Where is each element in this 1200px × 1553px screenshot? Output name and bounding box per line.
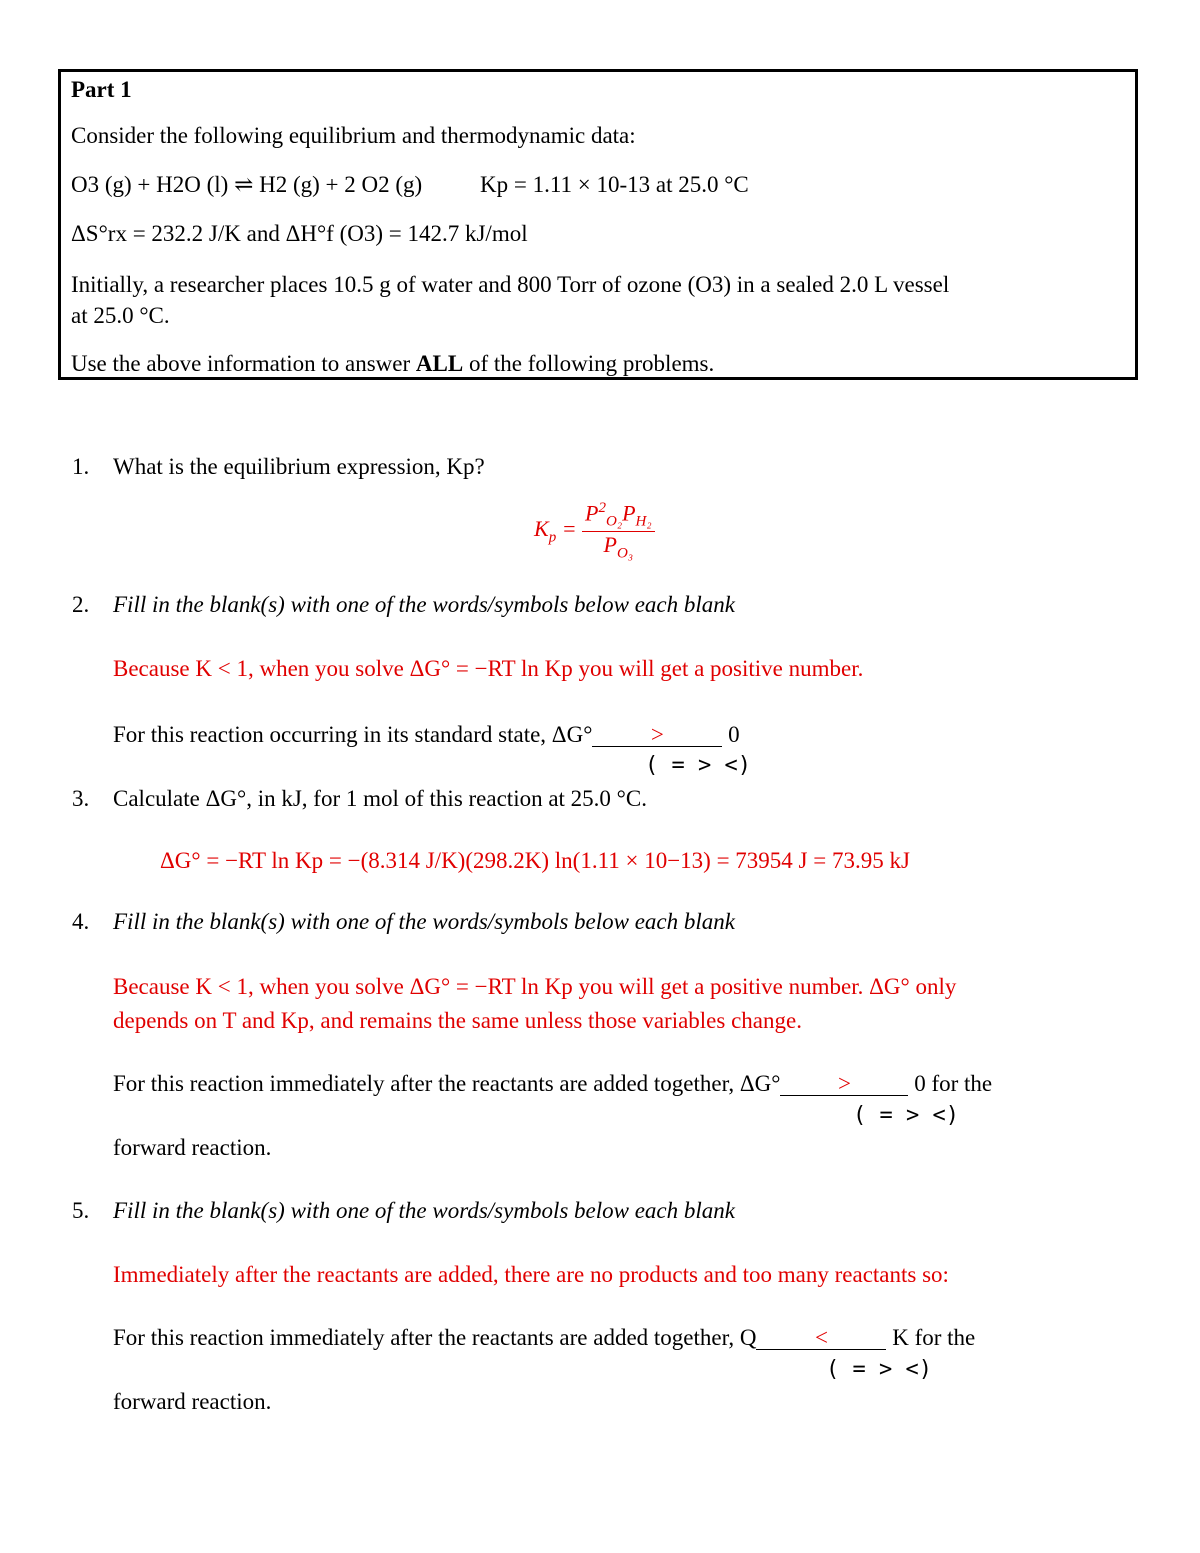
q2-number: 2. — [72, 592, 90, 617]
q2-prompt: For this reaction occurring in its standard state, ΔG° — [113, 722, 593, 747]
q1-text: What is the equilibrium expression, Kp? — [113, 454, 485, 479]
q5-blank[interactable]: < — [756, 1326, 886, 1350]
q4-answer-line2: depends on T and Kp, and remains the same unless those variables change. — [113, 1008, 802, 1033]
q4-prompt: For this reaction immediately after the reactants are added together, ΔG° — [113, 1071, 781, 1096]
q5-instruction: Fill in the blank(s) with one of the words/symbols below each blank — [113, 1198, 735, 1223]
reaction-text: O3 (g) + H2O (l) ⇌ H2 (g) + 2 O2 (g) — [71, 172, 423, 197]
q3-number: 3. — [72, 786, 90, 811]
q5-prompt: For this reaction immediately after the reactants are added together, Q — [113, 1325, 757, 1350]
kp-value — [480, 172, 749, 198]
use-info-suffix: of the following problems. — [468, 351, 715, 376]
q4-blank[interactable]: > — [780, 1072, 908, 1096]
q2-options: ( = > <) — [645, 753, 751, 778]
q4-prompt-line — [113, 1071, 992, 1097]
q4-after: 0 for the — [914, 1071, 993, 1096]
q4-options: ( = > <) — [853, 1103, 959, 1128]
q2-instruction: Fill in the blank(s) with one of the words/symbols below each blank — [113, 592, 735, 617]
kp-value-text: Kp = 1.11 × 10-13 at 25.0 °C — [480, 172, 749, 197]
reaction-equation — [71, 172, 422, 198]
q4-number: 4. — [72, 909, 90, 934]
initial-conditions-line2: at 25.0 °C. — [71, 303, 170, 328]
q4-answer-line1: Because K < 1, when you solve ΔG° = −RT ln Kp you will get a positive number. ΔG° only — [113, 974, 957, 999]
use-info-prefix: Use the above information to answer — [71, 351, 411, 376]
q5-number: 5. — [72, 1198, 90, 1223]
q5-tail: forward reaction. — [113, 1389, 272, 1414]
part-intro: Consider the following equilibrium and thermodynamic data: — [71, 123, 636, 148]
q2-after: 0 — [728, 722, 740, 747]
q3-equation: ΔG° = −RT ln Kp = −(8.314 J/K)(298.2K) ln(1.11 × 10−13) = 73954 J = 73.95 kJ — [160, 848, 910, 873]
q5-options: ( = > <) — [826, 1357, 932, 1382]
q4-instruction: Fill in the blank(s) with one of the words/symbols below each blank — [113, 909, 735, 934]
initial-conditions-line1: Initially, a researcher places 10.5 g of water and 800 Torr of ozone (O3) in a sealed 2.0 L vessel — [71, 272, 950, 297]
q5-answer: Immediately after the reactants are added, there are no products and too many reactants so: — [113, 1262, 949, 1287]
q2-prompt-line — [113, 722, 740, 748]
q1-number: 1. — [72, 454, 90, 479]
use-info-all: ALL — [415, 351, 464, 376]
q5-after: K for the — [892, 1325, 976, 1350]
q5-prompt-line — [113, 1325, 975, 1351]
q1-kp-expression: $K_p$ = $\frac{P^2_{O_2}P_{H_2}}{P_{O_3}}$ — [534, 500, 655, 562]
use-info-line — [71, 351, 714, 377]
part-title: Part 1 — [71, 77, 132, 102]
q2-answer: Because K < 1, when you solve ΔG° = −RT ln Kp you will get a positive number. — [113, 656, 864, 681]
q3-text: Calculate ΔG°, in kJ, for 1 mol of this reaction at 25.0 °C. — [113, 786, 647, 811]
q2-blank[interactable]: > — [592, 723, 722, 747]
thermo-data: ΔS°rx = 232.2 J/K and ΔH°f (O3) = 142.7 kJ/mol — [71, 221, 528, 246]
q4-tail: forward reaction. — [113, 1135, 272, 1160]
